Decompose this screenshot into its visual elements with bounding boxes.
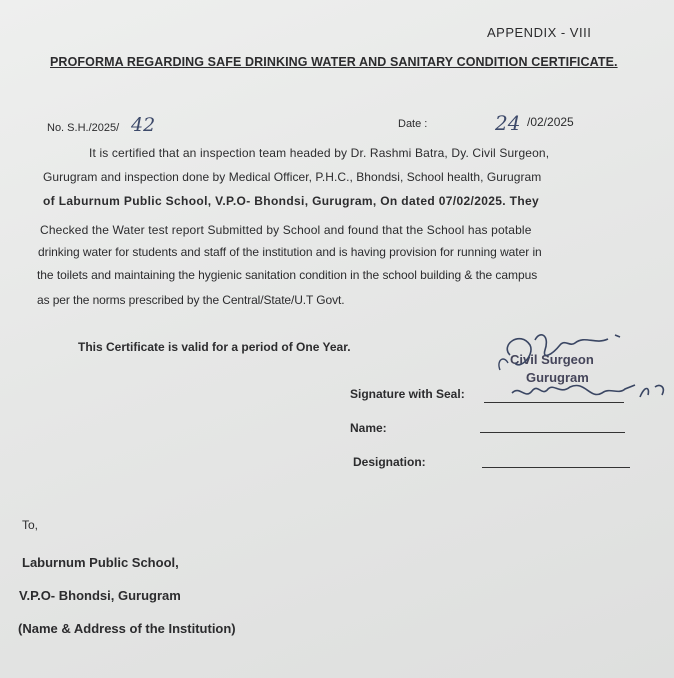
body-line-5: drinking water for students and staff of the institution and is having provision for running water in <box>38 245 542 259</box>
appendix-label: APPENDIX - VIII <box>487 25 592 40</box>
date-day-handwritten: 24 <box>495 111 521 135</box>
date-label: Date : <box>398 118 428 130</box>
validity-statement: This Certificate is valid for a period of One Year. <box>78 340 351 354</box>
body-line-3: of Laburnum Public School, V.P.O- Bhondsi, Gurugram, On dated 07/02/2025. They <box>43 194 540 208</box>
signature-line <box>484 402 624 403</box>
addressee-to: To, <box>22 518 39 532</box>
body-line-7: as per the norms prescribed by the Central/State/U.T Govt. <box>37 293 345 307</box>
date-month-year: /02/2025 <box>527 115 574 129</box>
name-label: Name: <box>350 421 387 435</box>
signature-label: Signature with Seal: <box>350 387 465 401</box>
reference-number-label: No. S.H./2025/ <box>47 122 120 134</box>
official-stamp-line-1: Civil Surgeon <box>510 352 594 367</box>
certificate-title: PROFORMA REGARDING SAFE DRINKING WATER AND SANITARY CONDITION CERTIFICATE. <box>50 55 618 69</box>
body-line-4: Checked the Water test report Submitted by School and found that the School has potable <box>40 223 532 237</box>
designation-line <box>482 467 630 468</box>
official-stamp-line-2: Gurugram <box>526 370 589 385</box>
designation-label: Designation: <box>353 455 426 469</box>
reference-number-handwritten: 42 <box>131 114 156 136</box>
body-line-1: It is certified that an inspection team headed by Dr. Rashmi Batra, Dy. Civil Surgeon, <box>89 146 550 160</box>
institution-address: V.P.O- Bhondsi, Gurugram <box>19 588 181 603</box>
institution-caption: (Name & Address of the Institution) <box>18 621 236 636</box>
body-line-6: the toilets and maintaining the hygienic sanitation condition in the school building & the campus <box>37 268 538 282</box>
institution-name: Laburnum Public School, <box>22 555 179 570</box>
body-line-2: Gurugram and inspection done by Medical Officer, P.H.C., Bhondsi, School health, Gurugram <box>43 170 542 184</box>
name-line <box>480 432 625 433</box>
